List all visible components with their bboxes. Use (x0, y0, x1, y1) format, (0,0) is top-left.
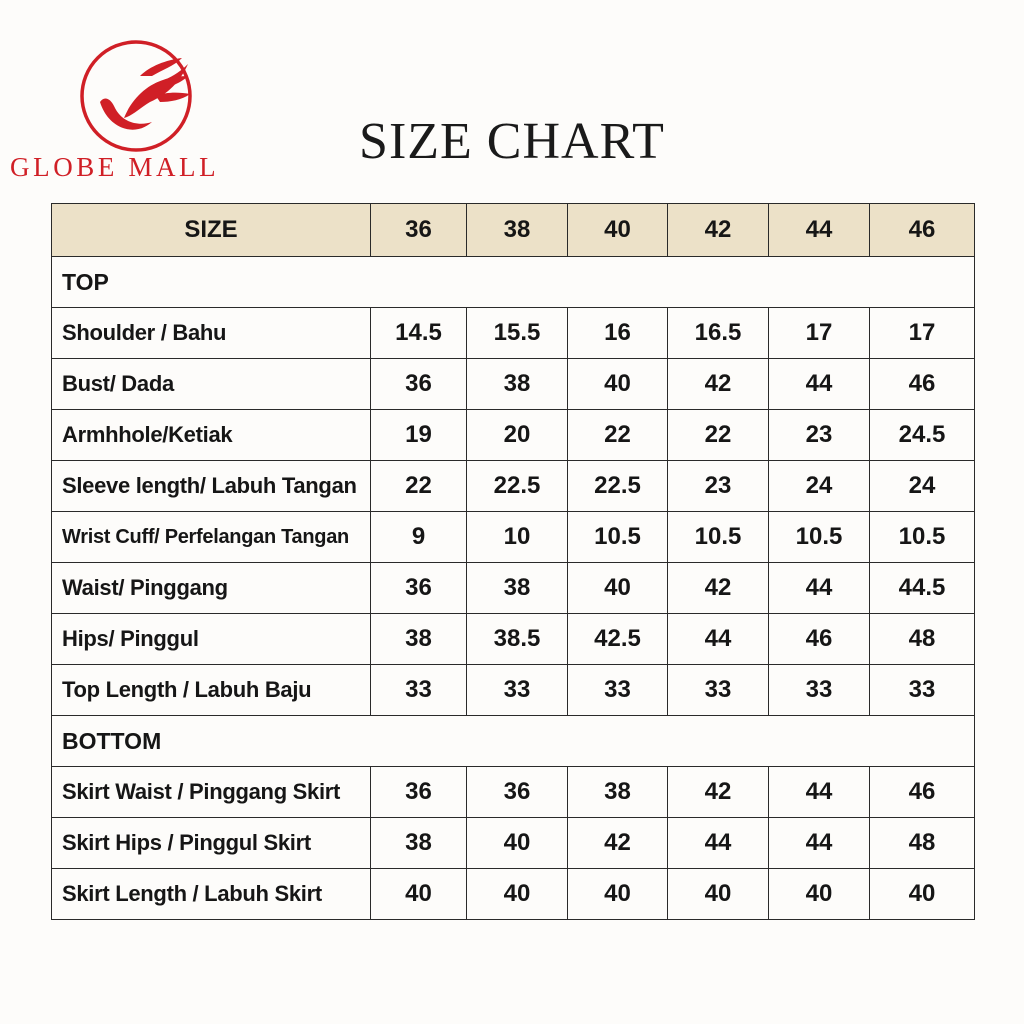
table-header-row (52, 204, 975, 257)
cell-value: 22 (371, 461, 467, 512)
header-size-40: 40 (568, 204, 668, 257)
brand-name: GLOBE MALL (10, 152, 220, 182)
cell-value: 42 (568, 818, 668, 869)
cell-value: 10.5 (769, 512, 870, 563)
cell-value: 33 (870, 665, 975, 716)
cell-value: 40 (769, 869, 870, 920)
header-size-42: 42 (668, 204, 769, 257)
cell-value: 42 (668, 359, 769, 410)
cell-value: 46 (870, 359, 975, 410)
cell-value: 38 (371, 818, 467, 869)
row-label: Hips/ Pinggul (52, 614, 371, 665)
cell-value: 40 (870, 869, 975, 920)
cell-value: 40 (568, 359, 668, 410)
cell-value: 22.5 (568, 461, 668, 512)
cell-value: 44 (668, 614, 769, 665)
row-label: Skirt Waist / Pinggang Skirt (52, 767, 371, 818)
row-label: Skirt Length / Labuh Skirt (52, 869, 371, 920)
cell-value: 33 (371, 665, 467, 716)
row-label: Waist/ Pinggang (52, 563, 371, 614)
section-row-bottom (52, 716, 975, 767)
cell-value: 48 (870, 614, 975, 665)
row-label: Wrist Cuff/ Perfelangan Tangan (52, 512, 371, 563)
cell-value: 40 (668, 869, 769, 920)
cell-value: 44 (769, 767, 870, 818)
cell-value: 36 (467, 767, 568, 818)
cell-value: 33 (769, 665, 870, 716)
cell-value: 17 (769, 308, 870, 359)
table-row (52, 359, 975, 410)
cell-value: 36 (371, 767, 467, 818)
cell-value: 9 (371, 512, 467, 563)
table-row (52, 665, 975, 716)
cell-value: 15.5 (467, 308, 568, 359)
cell-value: 17 (870, 308, 975, 359)
table-row (52, 410, 975, 461)
header-size-46: 46 (870, 204, 975, 257)
cell-value: 40 (568, 869, 668, 920)
cell-value: 10 (467, 512, 568, 563)
cell-value: 46 (870, 767, 975, 818)
cell-value: 33 (668, 665, 769, 716)
cell-value: 14.5 (371, 308, 467, 359)
cell-value: 24 (769, 461, 870, 512)
section-title-bottom: BOTTOM (52, 716, 975, 767)
cell-value: 10.5 (870, 512, 975, 563)
row-label: Top Length / Labuh Baju (52, 665, 371, 716)
cell-value: 44 (769, 563, 870, 614)
section-row-top (52, 257, 975, 308)
header-size-38: 38 (467, 204, 568, 257)
cell-value: 38 (568, 767, 668, 818)
cell-value: 22 (568, 410, 668, 461)
cell-value: 40 (371, 869, 467, 920)
table-row (52, 614, 975, 665)
header-size-44: 44 (769, 204, 870, 257)
cell-value: 24 (870, 461, 975, 512)
cell-value: 46 (769, 614, 870, 665)
table-row (52, 869, 975, 920)
header-size-label: SIZE (52, 204, 371, 257)
row-label: Bust/ Dada (52, 359, 371, 410)
cell-value: 36 (371, 563, 467, 614)
cell-value: 22 (668, 410, 769, 461)
cell-value: 10.5 (568, 512, 668, 563)
row-label: Sleeve length/ Labuh Tangan (52, 461, 371, 512)
cell-value: 40 (467, 869, 568, 920)
cell-value: 44 (668, 818, 769, 869)
cell-value: 44.5 (870, 563, 975, 614)
cell-value: 36 (371, 359, 467, 410)
row-label: Shoulder / Bahu (52, 308, 371, 359)
page-title: SIZE CHART (359, 113, 665, 170)
cell-value: 44 (769, 818, 870, 869)
cell-value: 16.5 (668, 308, 769, 359)
cell-value: 40 (467, 818, 568, 869)
cell-value: 23 (769, 410, 870, 461)
cell-value: 42 (668, 767, 769, 818)
table-row (52, 308, 975, 359)
cell-value: 38 (467, 359, 568, 410)
cell-value: 42.5 (568, 614, 668, 665)
cell-value: 40 (568, 563, 668, 614)
table-row (52, 512, 975, 563)
cell-value: 33 (568, 665, 668, 716)
table-row (52, 563, 975, 614)
cell-value: 20 (467, 410, 568, 461)
row-label: Skirt Hips / Pinggul Skirt (52, 818, 371, 869)
cell-value: 38 (467, 563, 568, 614)
row-label: Armhhole/Ketiak (52, 410, 371, 461)
cell-value: 24.5 (870, 410, 975, 461)
cell-value: 16 (568, 308, 668, 359)
cell-value: 38 (371, 614, 467, 665)
table-row (52, 818, 975, 869)
section-title-top: TOP (52, 257, 975, 308)
cell-value: 44 (769, 359, 870, 410)
header-size-36: 36 (371, 204, 467, 257)
cell-value: 38.5 (467, 614, 568, 665)
cell-value: 33 (467, 665, 568, 716)
cell-value: 23 (668, 461, 769, 512)
size-chart-table (51, 203, 975, 920)
cell-value: 48 (870, 818, 975, 869)
table-row (52, 767, 975, 818)
table-row (52, 461, 975, 512)
cell-value: 42 (668, 563, 769, 614)
cell-value: 22.5 (467, 461, 568, 512)
cell-value: 10.5 (668, 512, 769, 563)
cell-value: 19 (371, 410, 467, 461)
